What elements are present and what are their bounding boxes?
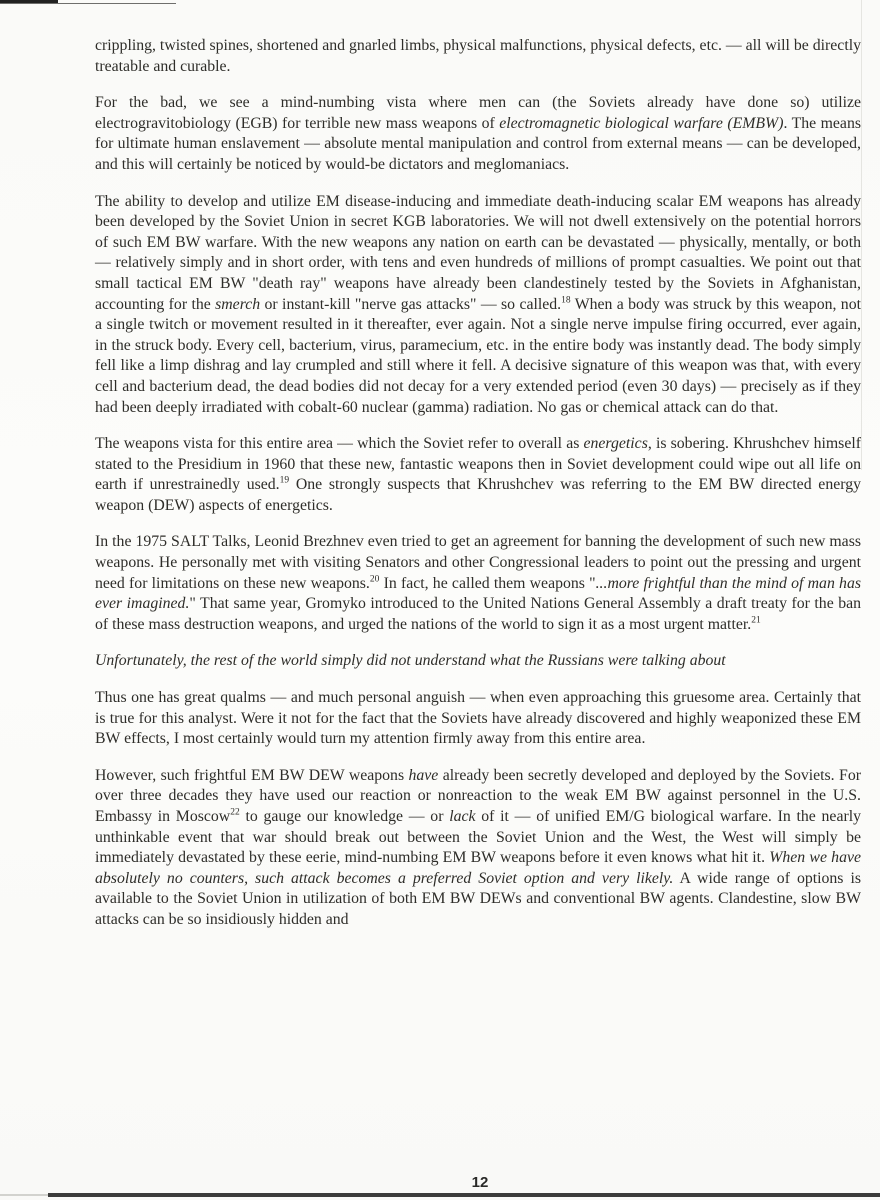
paragraph-4: The weapons vista for this entire area — which the Soviet refer to overall as energetics, is sobering. Khrushchev himself stated to the Presidium in 1960 that these new, fantastic weapons then in Soviet development could wipe out all life on earth if unrestrainedly used.$^{19}$ One strongly suspects that Khrushchev was referring to the EM BW directed energy weapon (DEW) aspects of energetics. <box>95 435 861 514</box>
right-edge-scan-line <box>861 0 862 470</box>
paragraph-2: For the bad, we see a mind-numbing vista where men can (the Soviets already have done so) utilize electrogravitobiology (EGB) for terrible new mass weapons of electromagnetic biological warfare (EMBW). The means for ultimate human enslavement — absolute mental manipulation and control from external means — can be developed, and this will certainly be noticed by would-be dictators and meglomaniacs. <box>95 94 861 173</box>
paragraph-5: In the 1975 SALT Talks, Leonid Brezhnev even tried to get an agreement for banning the development of such new mass weapons. He personally met with visiting Senators and other Congressional leaders to point out the pressing and urgent need for limitations on these new weapons.$^{20}$ In fact, he called them weapons "...more frightful than the mind of man has ever imagined." That same year, Gromyko introduced to the United Nations General Assembly a draft treaty for the ban of these mass destruction weapons, and urged the nations of the world to sign it as a most urgent matter.$^{21}$ <box>95 533 862 633</box>
bottom-left-scan-line <box>0 1194 48 1196</box>
top-left-scan-line <box>0 3 176 4</box>
paragraph-3: The ability to develop and utilize EM disease-inducing and immediate death-inducing scalar EM weapons has already been developed by the Soviet Union in secret KGB laboratories. We will not dwell extensively on the potential horrors of such EM BW warfare. With the new weapons any nation on earth can be devastated — physically, mentally, or both — relatively simply and in short order, with tens and even hundreds of millions of prompt casualties. We point out that small tactical EM BW "death ray" weapons have already been clandestinely tested by the Soviets in Afghanistan, accounting for the smerch or instant-kill "nerve gas attacks" — so called.$^{18}$ When a body was struck by this weapon, not a single twitch or movement resulted in it thereafter, ever again. Not a single nerve impulse firing occurred, ever again, in the struck body. Every cell, bacterium, virus, paramecium, etc. in the entire body was instantly dead. The body simply fell like a limp dishrag and lay crumpled and still where it fell. A decisive signature of this weapon was that, with every cell and bacterium dead, the dead bodies did not decay for a very extended period (even 30 days) — precisely as if they had been deeply irradiated with cobalt-60 nuclear (gamma) radiation. No gas or chemical attack can do that. <box>95 192 861 416</box>
page-number: 12 <box>471 1174 489 1191</box>
footnote-ref: 20 <box>369 574 380 585</box>
paragraph-8: However, such frightful EM BW DEW weapons have already been secretly developed and deployed by the Soviets. For over three decades they have used our reaction or nonreaction to the weak EM BW against personnel in the U.S. Embassy in Moscow$^{22}$ to gauge our knowledge — or lack of it — of unified EM/G biological warfare. In the nearly unthinkable event that war should break out between the Soviet Union and the West, the West will simply be immediately devastated by these eerie, mind-numbing EM BW weapons before it even knows what hit it. When we have absolutely no counters, such attack becomes a preferred Soviet option and very likely. A wide range of options is available to the Soviet Union in utilization of both EM BW DEWs and conventional BW agents. Clandestine, slow BW attacks can be so insidiously hidden and <box>95 766 862 928</box>
paragraph-7: Thus one has great qualms — and much personal anguish — when even approaching this gruesome area. Certainly that is true for this analyst. Were it not for the fact that the Soviets have already discovered and highly weaponized these EM BW effects, I most certainly would turn my attention firmly away from this entire area. <box>95 689 861 748</box>
footnote-ref: 21 <box>751 615 761 626</box>
footnote-ref: 18 <box>561 295 571 306</box>
footnote-ref: 22 <box>230 807 240 818</box>
paragraph-6: Unfortunately, the rest of the world simply did not understand what the Russians were talking about <box>95 652 726 670</box>
paragraph-1: crippling, twisted spines, shortened and gnarled limbs, physical malfunctions, physical defects, etc. — all will be directly treatable and curable. <box>95 37 861 75</box>
text-column <box>95 36 861 947</box>
bottom-scan-bar <box>48 1193 880 1197</box>
footnote-ref: 19 <box>279 476 290 487</box>
